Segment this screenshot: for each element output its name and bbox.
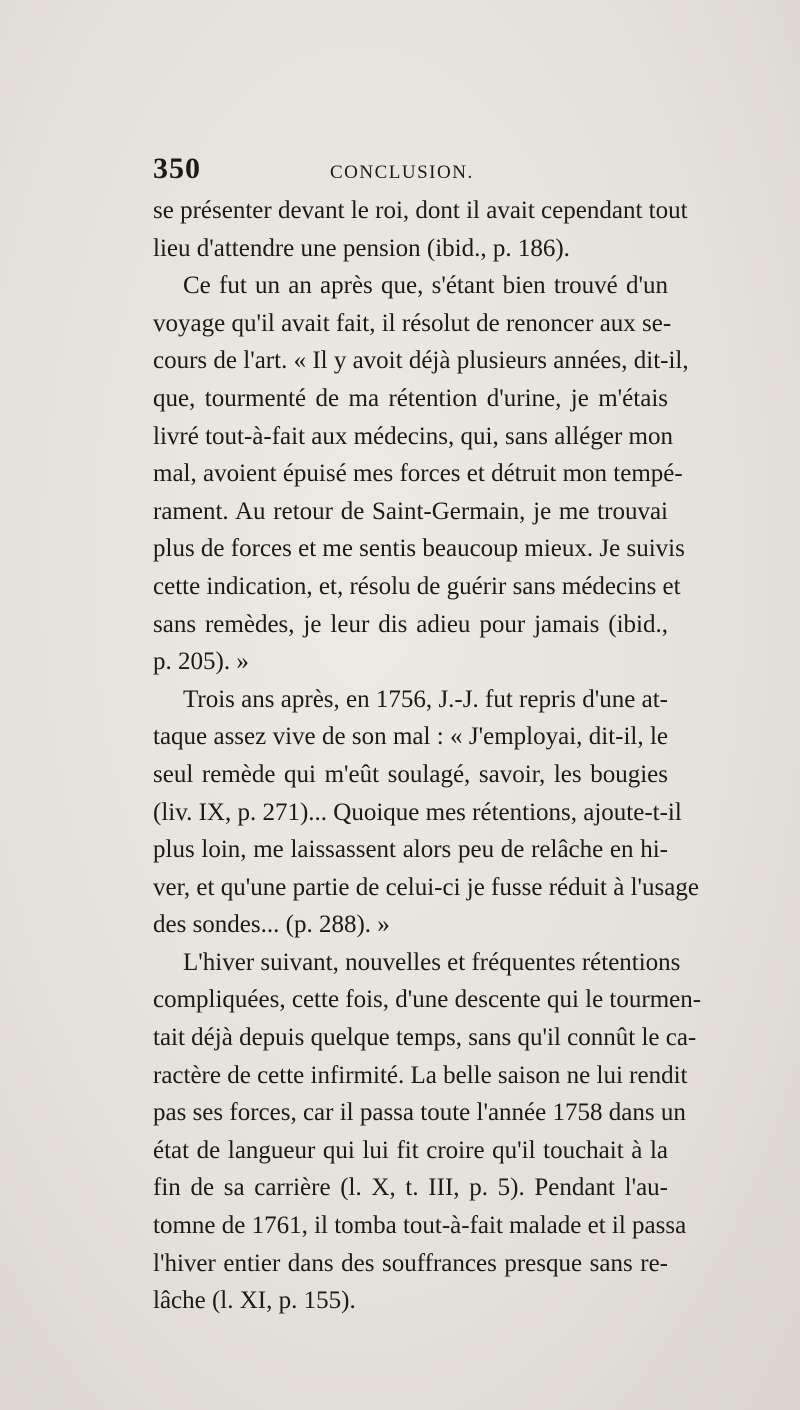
body-text <box>153 192 702 1320</box>
text-line: plus loin, me laissassent alors peu de relâche en hi- <box>153 836 668 864</box>
text-line: lâche (l. XI, p. 155). <box>153 1287 356 1315</box>
text-line: fin de sa carrière (l. X, t. III, p. 5). Pendant l'au- <box>153 1174 668 1202</box>
page-number: 350 <box>153 152 201 185</box>
running-head: CONCLUSION. <box>330 162 474 183</box>
paragraph-start-line: Ce fut un an après que, s'étant bien trouvé d'un <box>183 272 668 300</box>
text-line: p. 205). » <box>153 648 249 676</box>
text-line: cours de l'art. « Il y avoit déjà plusieurs années, dit-il, <box>153 347 689 375</box>
text-line: l'hiver entier dans des souffrances presque sans re- <box>153 1249 668 1277</box>
text-line: que, tourmenté de ma rétention d'urine, je m'étais <box>153 384 668 412</box>
text-line: livré tout-à-fait aux médecins, qui, sans alléger mon <box>153 422 673 450</box>
text-line: sans remèdes, je leur dis adieu pour jamais (ibid., <box>153 610 668 638</box>
paragraph-start-line: L'hiver suivant, nouvelles et fréquentes rétentions <box>183 948 681 976</box>
text-line: lieu d'attendre une pension (ibid., p. 186). <box>153 234 570 262</box>
paragraph-start-line: Trois ans après, en 1756, J.-J. fut repris d'une at- <box>183 685 668 713</box>
text-line: taque assez vive de son mal : « J'employai, dit-il, le <box>153 723 668 751</box>
text-line: tomne de 1761, il tomba tout-à-fait malade et il passa <box>153 1212 687 1240</box>
text-line: mal, avoient épuisé mes forces et détruit mon tempé- <box>153 460 683 488</box>
page-header <box>153 152 673 192</box>
text-line: plus de forces et me sentis beaucoup mieux. Je suivis <box>153 535 685 563</box>
text-line: des sondes... (p. 288). » <box>153 911 390 939</box>
text-line: tait déjà depuis quelque temps, sans qu'il connût le ca- <box>153 1024 697 1052</box>
text-line: état de langueur qui lui fit croire qu'il touchait à la <box>153 1136 668 1164</box>
text-line: ractère de cette infirmité. La belle saison ne lui rendit <box>153 1061 688 1089</box>
text-line: ver, et qu'une partie de celui-ci je fusse réduit à l'usage <box>153 873 699 901</box>
text-line: compliquées, cette fois, d'une descente qui le tourmen- <box>153 986 702 1014</box>
text-line: se présenter devant le roi, dont il avait cependant tout <box>153 197 688 224</box>
text-line: pas ses forces, car il passa toute l'année 1758 dans un <box>153 1099 686 1127</box>
text-line: cette indication, et, résolu de guérir sans médecins et <box>153 572 681 600</box>
text-line: voyage qu'il avait fait, il résolut de renoncer aux se- <box>153 309 672 337</box>
text-line: rament. Au retour de Saint-Germain, je me trouvai <box>153 497 668 525</box>
text-line: seul remède qui m'eût soulagé, savoir, les bougies <box>153 760 668 788</box>
text-line: (liv. IX, p. 271)... Quoique mes rétentions, ajoute-t-il <box>153 798 682 826</box>
